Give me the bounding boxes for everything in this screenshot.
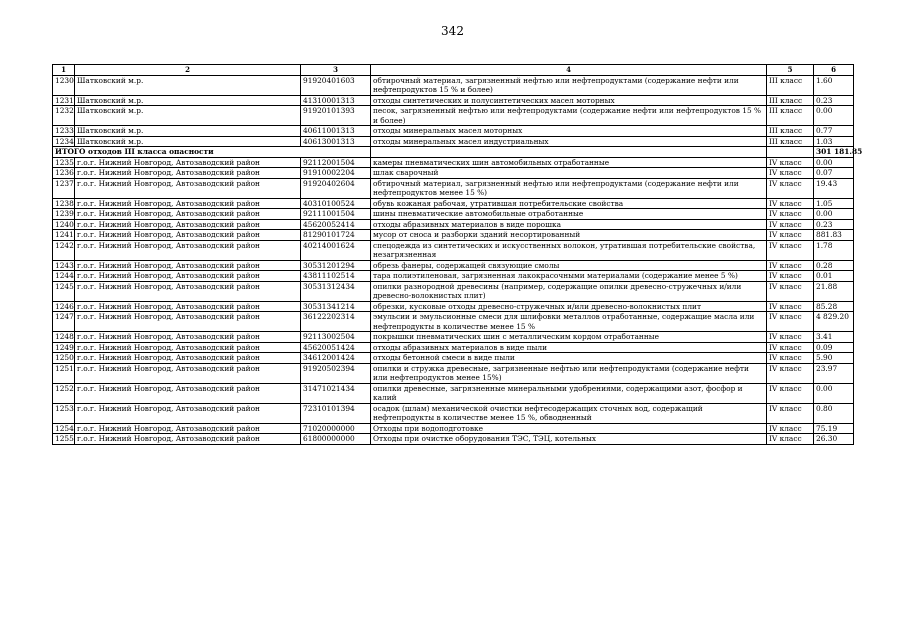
waste-name-cell: отходы абразивных материалов в виде пыли [371, 342, 767, 353]
waste-code-cell: 45620052414 [301, 219, 371, 230]
district-cell: Шатковский м.р. [75, 106, 301, 126]
table-cell [767, 147, 814, 158]
hazard-class-cell: IV класс [767, 434, 814, 445]
row-number-cell: 1240 [53, 219, 75, 230]
waste-code-cell: 40310100524 [301, 198, 371, 209]
table-row [53, 136, 854, 147]
amount-cell: 3.41 [814, 332, 854, 343]
waste-code-cell: 36122202314 [301, 312, 371, 332]
row-number-cell: 1237 [53, 178, 75, 198]
waste-code-cell: 45620051424 [301, 342, 371, 353]
row-number-cell: 1231 [53, 95, 75, 106]
hazard-class-cell: IV класс [767, 353, 814, 364]
waste-code-cell: 91920401603 [301, 75, 371, 95]
waste-code-cell: 30531312434 [301, 281, 371, 301]
waste-name-cell: отходы абразивных материалов в виде порошка [371, 219, 767, 230]
hazard-class-cell: IV класс [767, 281, 814, 301]
district-cell: г.о.г. Нижний Новгород, Автозаводский район [75, 342, 301, 353]
amount-cell: 1.78 [814, 240, 854, 260]
amount-cell: 1.03 [814, 136, 854, 147]
hazard-class-cell: IV класс [767, 383, 814, 403]
table-row [53, 342, 854, 353]
row-number-cell: 1248 [53, 332, 75, 343]
page-number: 342 [441, 24, 464, 38]
waste-name-cell: отходы минеральных масел моторных [371, 126, 767, 137]
waste-code-cell: 43811102514 [301, 271, 371, 282]
amount-cell: 0.80 [814, 403, 854, 423]
hazard-class-cell: IV класс [767, 403, 814, 423]
district-cell: Шатковский м.р. [75, 95, 301, 106]
waste-code-cell: 41310001313 [301, 95, 371, 106]
hazard-class-cell: IV класс [767, 230, 814, 241]
amount-cell: 0.23 [814, 219, 854, 230]
table-row [53, 332, 854, 343]
amount-cell: 0.09 [814, 342, 854, 353]
district-cell: г.о.г. Нижний Новгород, Автозаводский район [75, 209, 301, 220]
district-cell: г.о.г. Нижний Новгород, Автозаводский район [75, 363, 301, 383]
district-cell: г.о.г. Нижний Новгород, Автозаводский район [75, 178, 301, 198]
district-cell: г.о.г. Нижний Новгород, Автозаводский район [75, 260, 301, 271]
district-cell: г.о.г. Нижний Новгород, Автозаводский район [75, 383, 301, 403]
waste-code-cell: 92113002504 [301, 332, 371, 343]
waste-name-cell: обтирочный материал, загрязненный нефтью или нефтепродуктами (содержание нефти или нефтепродуктов 15 % и более) [371, 75, 767, 95]
row-number-cell: 1233 [53, 126, 75, 137]
waste-name-cell: Отходы при очистке оборудования ТЭС, ТЭЦ, котельных [371, 434, 767, 445]
waste-code-cell: 40611001313 [301, 126, 371, 137]
table-body [53, 75, 863, 444]
amount-cell: 0.00 [814, 106, 854, 126]
district-cell: Шатковский м.р. [75, 126, 301, 137]
amount-cell: 23.97 [814, 363, 854, 383]
district-cell: г.о.г. Нижний Новгород, Автозаводский район [75, 230, 301, 241]
table-row [53, 126, 854, 137]
waste-name-cell: песок, загрязненный нефтью или нефтепродуктами (содержание нефти или нефтепродуктов 15 % и более) [371, 106, 767, 126]
total-row [53, 147, 854, 158]
amount-cell: 1.60 [814, 75, 854, 95]
row-number-cell: 1246 [53, 301, 75, 312]
waste-name-cell: тара полиэтиленовая, загрязненная лакокрасочными материалами (содержание менее 5 %) [371, 271, 767, 282]
row-number-cell: 1255 [53, 434, 75, 445]
waste-code-cell: 92112001504 [301, 157, 371, 168]
hazard-class-cell: III класс [767, 136, 814, 147]
hazard-class-cell: IV класс [767, 332, 814, 343]
waste-name-cell: мусор от сноса и разборки зданий несортированный [371, 230, 767, 241]
hazard-class-cell: IV класс [767, 209, 814, 220]
amount-cell: 0.23 [814, 95, 854, 106]
amount-cell: 0.07 [814, 168, 854, 179]
table-row [53, 383, 854, 403]
row-number-cell: 1245 [53, 281, 75, 301]
hazard-class-cell: IV класс [767, 240, 814, 260]
amount-cell: 0.00 [814, 209, 854, 220]
row-number-cell: 1242 [53, 240, 75, 260]
row-number-cell: 1243 [53, 260, 75, 271]
table-row [53, 209, 854, 220]
table-row [53, 423, 854, 434]
amount-cell: 19.43 [814, 178, 854, 198]
waste-code-cell: 92111001504 [301, 209, 371, 220]
hazard-class-cell: IV класс [767, 157, 814, 168]
amount-cell: 75.19 [814, 423, 854, 434]
district-cell: г.о.г. Нижний Новгород, Автозаводский район [75, 353, 301, 364]
total-label: ИТОГО отходов III класса опасности [53, 147, 371, 158]
waste-name-cell: покрышки пневматических шин с металлическим кордом отработанные [371, 332, 767, 343]
table-row [53, 312, 854, 332]
row-number-cell: 1254 [53, 423, 75, 434]
hazard-class-cell: III класс [767, 75, 814, 95]
table-row [53, 434, 854, 445]
table-row [53, 198, 854, 209]
table-header [53, 65, 854, 76]
column-header: 5 [767, 65, 814, 76]
district-cell: г.о.г. Нижний Новгород, Автозаводский район [75, 168, 301, 179]
waste-code-cell: 91910002204 [301, 168, 371, 179]
header-row [53, 65, 854, 76]
district-cell: г.о.г. Нижний Новгород, Автозаводский район [75, 301, 301, 312]
row-number-cell: 1239 [53, 209, 75, 220]
total-amount: 301 181.85 [814, 147, 854, 158]
waste-name-cell: обтирочный материал, загрязненный нефтью или нефтепродуктами (содержание нефти или нефтепродуктов менее 15 %) [371, 178, 767, 198]
waste-name-cell: отходы синтетических и полусинтетических масел моторных [371, 95, 767, 106]
waste-code-cell: 30531341214 [301, 301, 371, 312]
row-number-cell: 1249 [53, 342, 75, 353]
waste-code-cell: 91920101393 [301, 106, 371, 126]
hazard-class-cell: IV класс [767, 312, 814, 332]
table-row [53, 403, 854, 423]
column-header: 6 [814, 65, 854, 76]
table-row [53, 106, 854, 126]
amount-cell: 0.77 [814, 126, 854, 137]
row-number-cell: 1250 [53, 353, 75, 364]
hazard-class-cell: III класс [767, 95, 814, 106]
district-cell: г.о.г. Нижний Новгород, Автозаводский район [75, 157, 301, 168]
hazard-class-cell: IV класс [767, 198, 814, 209]
table-row [53, 178, 854, 198]
waste-name-cell: опилки древесные, загрязненные минеральными удобрениями, содержащими азот, фосфор и калий [371, 383, 767, 403]
district-cell: г.о.г. Нижний Новгород, Автозаводский район [75, 434, 301, 445]
table-row [53, 271, 854, 282]
district-cell: г.о.г. Нижний Новгород, Автозаводский район [75, 240, 301, 260]
table-row [53, 95, 854, 106]
district-cell: Шатковский м.р. [75, 136, 301, 147]
waste-name-cell: камеры пневматических шин автомобильных отработанные [371, 157, 767, 168]
district-cell: г.о.г. Нижний Новгород, Автозаводский район [75, 198, 301, 209]
waste-name-cell: отходы минеральных масел индустриальных [371, 136, 767, 147]
district-cell: г.о.г. Нижний Новгород, Автозаводский район [75, 312, 301, 332]
amount-cell: 26.30 [814, 434, 854, 445]
row-number-cell: 1244 [53, 271, 75, 282]
table-row [53, 219, 854, 230]
hazard-class-cell: IV класс [767, 423, 814, 434]
waste-name-cell: опилки разнородной древесины (например, содержащие опилки древесно-стружечных и/или древесно-волокнистых плит) [371, 281, 767, 301]
column-header: 2 [75, 65, 301, 76]
hazard-class-cell: IV класс [767, 168, 814, 179]
row-number-cell: 1238 [53, 198, 75, 209]
waste-code-cell: 34612001424 [301, 353, 371, 364]
amount-cell: 0.00 [814, 383, 854, 403]
waste-name-cell: обрезки, кусковые отходы древесно-стружечных и/или древесно-волокнистых плит [371, 301, 767, 312]
row-number-cell: 1230 [53, 75, 75, 95]
waste-name-cell: Отходы при водоподготовке [371, 423, 767, 434]
hazard-class-cell: IV класс [767, 260, 814, 271]
table-row [53, 260, 854, 271]
table-row [53, 157, 854, 168]
column-header: 3 [301, 65, 371, 76]
column-header: 4 [371, 65, 767, 76]
amount-cell: 21.88 [814, 281, 854, 301]
amount-cell: 0.28 [814, 260, 854, 271]
waste-name-cell: спецодежда из синтетических и искусственных волокон, утратившая потребительские свойства, незагрязненная [371, 240, 767, 260]
amount-cell: 881.83 [814, 230, 854, 241]
hazard-class-cell: IV класс [767, 219, 814, 230]
waste-name-cell: обрезь фанеры, содержащей связующие смолы [371, 260, 767, 271]
row-number-cell: 1252 [53, 383, 75, 403]
row-number-cell: 1251 [53, 363, 75, 383]
row-number-cell: 1235 [53, 157, 75, 168]
hazard-class-cell: III класс [767, 106, 814, 126]
district-cell: г.о.г. Нижний Новгород, Автозаводский район [75, 219, 301, 230]
table-row [53, 353, 854, 364]
amount-cell: 85.28 [814, 301, 854, 312]
district-cell: Шатковский м.р. [75, 75, 301, 95]
amount-cell: 5.90 [814, 353, 854, 364]
row-number-cell: 1236 [53, 168, 75, 179]
amount-cell: 1.05 [814, 198, 854, 209]
waste-code-cell: 40214001624 [301, 240, 371, 260]
row-number-cell: 1232 [53, 106, 75, 126]
table-cell [371, 147, 767, 158]
waste-table [52, 64, 863, 445]
hazard-class-cell: IV класс [767, 363, 814, 383]
waste-name-cell: шины пневматические автомобильные отработанные [371, 209, 767, 220]
table-row [53, 168, 854, 179]
waste-code-cell: 30531201294 [301, 260, 371, 271]
waste-code-cell: 72310101394 [301, 403, 371, 423]
hazard-class-cell: IV класс [767, 271, 814, 282]
hazard-class-cell: III класс [767, 126, 814, 137]
table-row [53, 230, 854, 241]
waste-code-cell: 81290101724 [301, 230, 371, 241]
hazard-class-cell: IV класс [767, 342, 814, 353]
row-number-cell: 1247 [53, 312, 75, 332]
waste-code-cell: 91920502394 [301, 363, 371, 383]
hazard-class-cell: IV класс [767, 178, 814, 198]
row-number-cell: 1253 [53, 403, 75, 423]
column-header: 1 [53, 65, 75, 76]
table-row [53, 301, 854, 312]
amount-cell: 0.00 [814, 157, 854, 168]
district-cell: г.о.г. Нижний Новгород, Автозаводский район [75, 423, 301, 434]
waste-code-cell: 31471021434 [301, 383, 371, 403]
row-number-cell: 1241 [53, 230, 75, 241]
district-cell: г.о.г. Нижний Новгород, Автозаводский район [75, 281, 301, 301]
waste-name-cell: отходы бетонной смеси в виде пыли [371, 353, 767, 364]
waste-name-cell: опилки и стружка древесные, загрязненные нефтью или нефтепродуктами (содержание нефти или нефтепродуктов менее 15%) [371, 363, 767, 383]
waste-name-cell: эмульсии и эмульсионные смеси для шлифовки металлов отработанные, содержащие масла или нефтепродукты в количестве менее 15 % [371, 312, 767, 332]
table-row [53, 75, 854, 95]
waste-code-cell: 91920402604 [301, 178, 371, 198]
district-cell: г.о.г. Нижний Новгород, Автозаводский район [75, 403, 301, 423]
table-row [53, 281, 854, 301]
district-cell: г.о.г. Нижний Новгород, Автозаводский район [75, 332, 301, 343]
row-number-cell: 1234 [53, 136, 75, 147]
amount-cell: 0.01 [814, 271, 854, 282]
waste-name-cell: обувь кожаная рабочая, утратившая потребительские свойства [371, 198, 767, 209]
amount-cell: 4 829.20 [814, 312, 854, 332]
waste-code-cell: 61800000000 [301, 434, 371, 445]
district-cell: г.о.г. Нижний Новгород, Автозаводский район [75, 271, 301, 282]
table-row [53, 240, 854, 260]
table-row [53, 363, 854, 383]
waste-name-cell: осадок (шлам) механической очистки нефтесодержащих сточных вод, содержащий нефтепродукты в количестве менее 15 %, обводненный [371, 403, 767, 423]
waste-code-cell: 40613001313 [301, 136, 371, 147]
waste-code-cell: 71020000000 [301, 423, 371, 434]
hazard-class-cell: IV класс [767, 301, 814, 312]
waste-name-cell: шлак сварочный [371, 168, 767, 179]
